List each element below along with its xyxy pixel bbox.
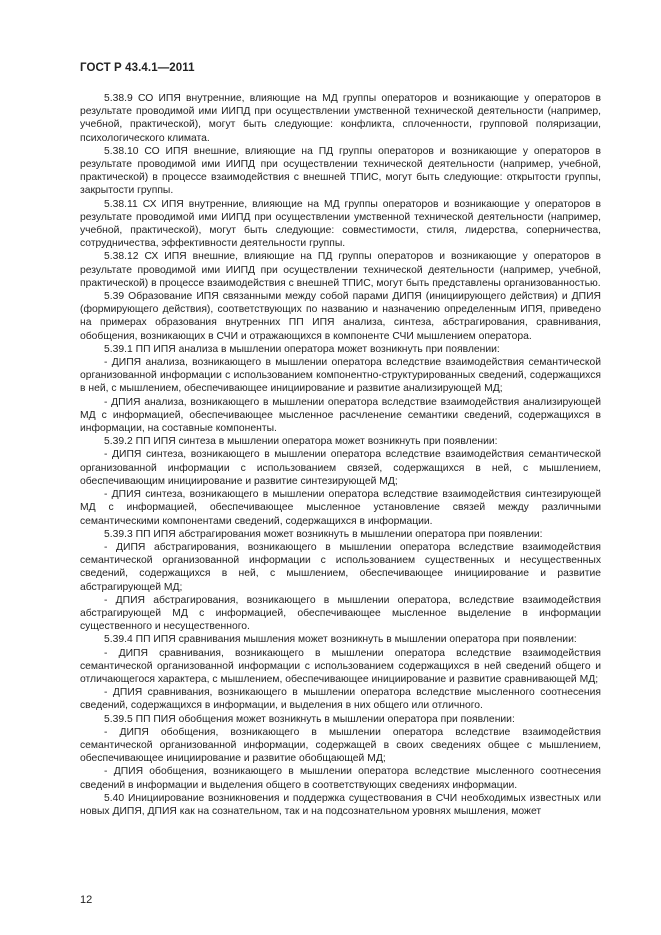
paragraph: - ДПИЯ синтеза, возникающего в мышлении оператора вследствие взаимодействия синтезирующей МД с информацией, обеспечивающее мысленное установление связей между различными семантическими компонентами сведений, содержащихся в информации. xyxy=(80,489,601,527)
paragraph: 5.38.12 СХ ИПЯ внешние, влияющие на ПД группы операторов и возникающие у операторов в результате проводимой ими ИИПД при осуществлении технической деятельности (например, учебной, практической) в процессе взаимодействия с внешней ТПИС, могут быть представлены организованностью. xyxy=(80,251,601,289)
paragraph: - ДИПЯ синтеза, возникающего в мышлении оператора вследствие взаимодействия семантической организованной информации с использованием связей, содержащихся в ней, с мышлением, обеспечивающим инициирование и развитие синтезирующей МД; xyxy=(80,449,601,487)
page-header-title: ГОСТ Р 43.4.1—2011 xyxy=(80,62,195,74)
body-text xyxy=(80,92,601,818)
paragraph: 5.38.9 СО ИПЯ внутренние, влияющие на МД группы операторов и возникающие у операторов в результате проводимой ими ИИПД при осуществлении умственной технической деятельности (например, учебной, практической), могут быть следующие: конфликта, сплоченности, групповой поляризации, психологического климата. xyxy=(80,93,601,144)
paragraph: 5.38.11 СХ ИПЯ внутренние, влияющие на МД группы операторов и возникающие у операторов в результате проводимой ими ИИПД при осуществлении умственной технической деятельности (например, учебной, практической), могут быть следующие: совместимости, стиля, лидерства, соперничества, сотрудничества, эффективности деятельности группы. xyxy=(80,198,601,250)
page-number: 12 xyxy=(80,894,93,906)
paragraph: - ДИПЯ абстрагирования, возникающего в мышлении оператора вследствие взаимодействия семантической организованной информации с использованием существенных и несущественных сведений, содержащихся в ней, с мышлением, обеспечивающее инициирование и развитие абстрагирующей МД; xyxy=(80,541,601,593)
paragraph: 5.38.10 СО ИПЯ внешние, влияющие на ПД группы операторов и возникающие у операторов в результате проводимой ими ИИПД при осуществлении технической деятельности (например, учебной, практической) в процессе взаимодействия с внешней ТПИС, могут быть следующие: открытости группы, закрытости группы. xyxy=(80,145,601,197)
paragraph: 5.39.3 ПП ИПЯ абстрагирования может возникнуть в мышлении оператора при появлении: xyxy=(104,528,543,540)
paragraph: - ДПИЯ абстрагирования, возникающего в мышлении оператора, вследствие взаимодействия абстрагирующей МД с информацией, обеспечивающее мысленное выделение в информации существенного и несущественного. xyxy=(80,594,601,633)
paragraph: 5.40 Инициирование возникновения и поддержка существования в СЧИ необходимых известных или новых ДИПЯ, ДПИЯ как на сознательном, так и на подсознательном уровнях мышления, может xyxy=(80,792,601,817)
paragraph: - ДПИЯ обобщения, возникающего в мышлении оператора вследствие мысленного соотнесения сведений в информации и выделения общего в соответствующих сведениях информации. xyxy=(80,766,601,791)
paragraph: 5.39.1 ПП ИПЯ анализа в мышлении оператора может возникнуть при появлении: xyxy=(104,343,500,355)
paragraph: 5.39 Образование ИПЯ связанными между собой парами ДИПЯ (инициирующего действия) и ДПИЯ (формирующего действия), соответствующих по названию и назначению определенным ИПЯ, приведено на примерах образования внутренних ПП ИПЯ анализа, синтеза, абстрагирования, сравнивания, обобщения, возникающих в СЧИ и отражающихся в компоненте СЧИ мышлением оператора. xyxy=(80,291,601,342)
paragraph: - ДПИЯ анализа, возникающего в мышлении оператора вследствие взаимодействия анализирующей МД с информацией, обеспечивающее мысленное расчленение семантики сведений, содержащихся в информации, на составные компоненты. xyxy=(80,396,601,435)
paragraph: - ДИПЯ сравнивания, возникающего в мышлении оператора вследствие взаимодействия семантической организованной информации с использованием содержащихся в ней сведений общего и отличающегося характера, с мышлением, обеспечивающее инициирование и развитие сравнивающей МД; xyxy=(80,647,601,685)
paragraph: - ДИПЯ анализа, возникающего в мышлении оператора вследствие взаимодействия семантической организованной информации с использованием компонентно-структурированных сведений, содержащихся в ней, с мышлением, обеспечивающее инициирование и развитие анализирующей МД; xyxy=(80,357,601,395)
paragraph: - ДИПЯ обобщения, возникающего в мышлении оператора вследствие взаимодействия семантической организованной информации, содержащей в своих сведениях общее с мышлением, обеспечивающее инициирование и развитие обобщающей МД; xyxy=(80,726,601,765)
paragraph: 5.39.5 ПП ПИЯ обобщения может возникнуть в мышлении оператора при появлении: xyxy=(104,713,515,725)
paragraph: - ДПИЯ сравнивания, возникающего в мышлении оператора вследствие мысленного соотнесения сведений, содержащихся в информации, и выделения в них общего или отличного. xyxy=(80,687,601,712)
paragraph: 5.39.4 ПП ИПЯ сравнивания мышления может возникнуть в мышлении оператора при появлении: xyxy=(104,634,577,646)
paragraph: 5.39.2 ПП ИПЯ синтеза в мышлении оператора может возникнуть при появлении: xyxy=(104,436,498,448)
